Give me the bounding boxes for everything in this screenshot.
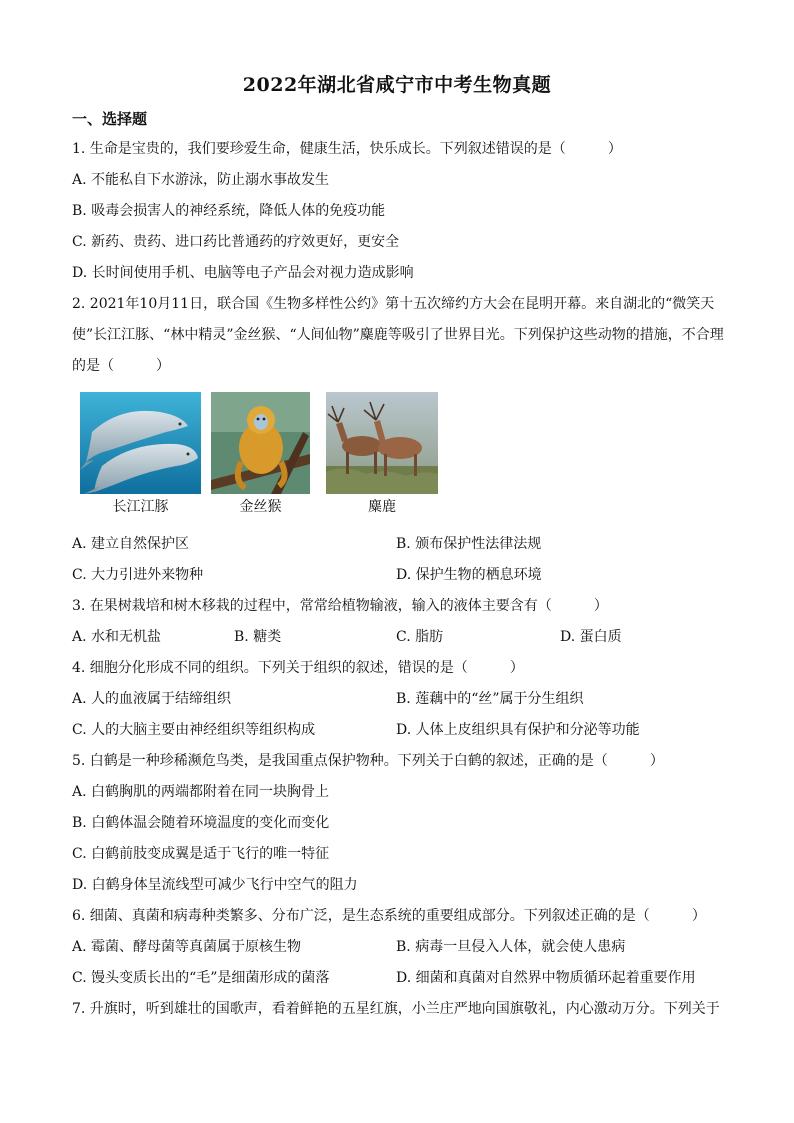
- section-heading: 一、选择题: [72, 110, 148, 128]
- q6-stem: 6. 细菌、真菌和病毒种类繁多、分布广泛，是生态系统的重要组成部分。下列叙述正确的是（ ）: [72, 908, 706, 924]
- q3-option-b: B. 糖类: [234, 629, 282, 645]
- q1-stem: 1. 生命是宝贵的，我们要珍爱生命，健康生活，快乐成长。下列叙述错误的是（ ）: [72, 141, 622, 157]
- q3-option-c: C. 脂肪: [396, 629, 444, 645]
- q2-option-a: A. 建立自然保护区: [72, 536, 190, 552]
- q6-option-d: D. 细菌和真菌对自然界中物质循环起着重要作用: [396, 970, 696, 986]
- q2-option-d: D. 保护生物的栖息环境: [396, 567, 542, 583]
- deer-caption: 麋鹿: [368, 499, 396, 515]
- q5-option-d: D. 白鹤身体呈流线型可减少飞行中空气的阻力: [72, 877, 358, 893]
- page-title: 2022年湖北省咸宁市中考生物真题: [242, 74, 552, 96]
- q1-option-b: B. 吸毒会损害人的神经系统，降低人体的免疫功能: [72, 203, 386, 219]
- q4-option-b: B. 莲藕中的“丝”属于分生组织: [396, 691, 584, 707]
- q2-stem-line3: 的是（ ）: [72, 358, 170, 374]
- q5-option-c: C. 白鹤前肢变成翼是适于飞行的唯一特征: [72, 846, 330, 862]
- q3-stem: 3. 在果树栽培和树木移栽的过程中，常常给植物输液，输入的液体主要含有（ ）: [72, 598, 608, 614]
- q5-option-b: B. 白鹤体温会随着环境温度的变化而变化: [72, 815, 330, 831]
- q5-option-a: A. 白鹤胸肌的两端都附着在同一块胸骨上: [72, 784, 330, 800]
- q7-stem: 7. 升旗时，听到雄壮的国歌声，看着鲜艳的五星红旗，小兰庄严地向国旗敬礼，内心激动万分。下列关于: [72, 1001, 720, 1017]
- q1-option-c: C. 新药、贵药、进口药比普通药的疗效更好，更安全: [72, 234, 400, 250]
- q2-option-c: C. 大力引进外来物种: [72, 567, 204, 583]
- q4-option-d: D. 人体上皮组织具有保护和分泌等功能: [396, 722, 640, 738]
- q4-option-a: A. 人的血液属于结缔组织: [72, 691, 232, 707]
- q2-option-b: B. 颁布保护性法律法规: [396, 536, 542, 552]
- q4-stem: 4. 细胞分化形成不同的组织。下列关于组织的叙述，错误的是（ ）: [72, 660, 524, 676]
- q1-option-a: A. 不能私自下水游泳，防止溺水事故发生: [72, 172, 330, 188]
- q3-option-a: A. 水和无机盐: [72, 629, 162, 645]
- q2-stem-line2: 使”长江江豚、“林中精灵”金丝猴、“人间仙物”麋鹿等吸引了世界目光。下列保护这些动物的措施，不合理: [72, 327, 724, 343]
- q3-option-d: D. 蛋白质: [560, 629, 622, 645]
- q5-stem: 5. 白鹤是一种珍稀濒危鸟类，是我国重点保护物种。下列关于白鹤的叙述，正确的是（ ）: [72, 753, 664, 769]
- q2-stem-line1: 2. 2021年10月11日，联合国《生物多样性公约》第十五次缔约方大会在昆明开幕。来自湖北的“微笑天: [72, 296, 715, 312]
- monkey-photo: [211, 392, 310, 494]
- porpoise-photo: [80, 392, 201, 494]
- q6-option-b: B. 病毒一旦侵入人体，就会使人患病: [396, 939, 626, 955]
- porpoise-caption: 长江江豚: [112, 499, 169, 515]
- q4-option-c: C. 人的大脑主要由神经组织等组织构成: [72, 722, 316, 738]
- deer-photo: [326, 392, 438, 494]
- q1-option-d: D. 长时间使用手机、电脑等电子产品会对视力造成影响: [72, 265, 414, 281]
- monkey-caption: 金丝猴: [239, 499, 282, 515]
- q6-option-a: A. 霉菌、酵母菌等真菌属于原核生物: [72, 939, 302, 955]
- q6-option-c: C. 馒头变质长出的“毛”是细菌形成的菌落: [72, 970, 330, 986]
